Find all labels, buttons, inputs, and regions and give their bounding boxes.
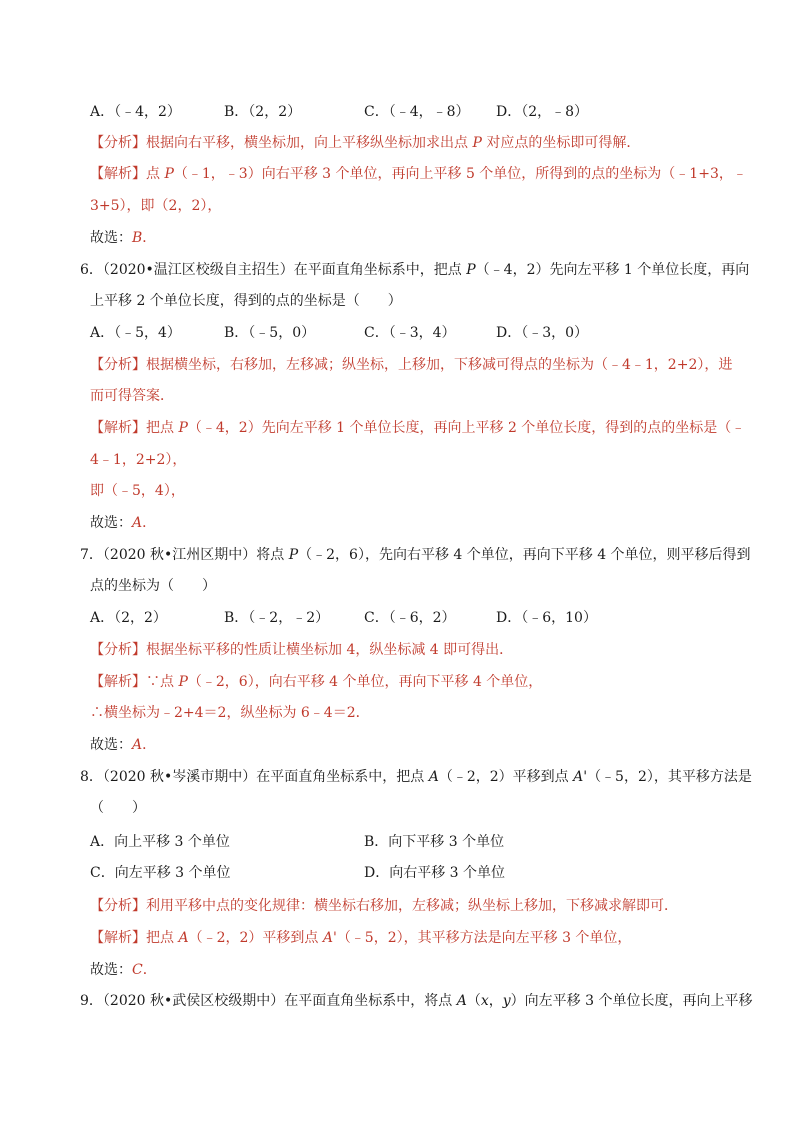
q7-analysis: [90, 640, 513, 660]
solution-text: （﹣1，﹣3）向右平移 3 个单位，再向上平移 5 个单位，所得到的点的坐标为（﹣1+3，﹣: [173, 166, 747, 182]
q8-option-c: C．向左平移 3 个单位: [90, 865, 231, 881]
solution-text: 把点: [146, 420, 179, 436]
stem-text: ，: [488, 993, 503, 1009]
analysis-tag: 【分析】: [90, 898, 146, 914]
analysis-tag: 【分析】: [90, 357, 146, 373]
q5-option-a: A．（﹣4，2）: [90, 104, 181, 120]
variable-x: x: [480, 993, 489, 1009]
q8-stem: [80, 767, 752, 787]
analysis-text: 利用平移中点的变化规律：横坐标右移加，左移减；纵坐标上移加，下移减求解即可．: [146, 898, 678, 914]
point-label: P: [288, 547, 299, 563]
q5-option-b: B．（2，2）: [224, 104, 302, 120]
q8-option-a: A．向上平移 3 个单位: [90, 834, 230, 850]
analysis-text: 根据坐标平移的性质让横坐标加 4，纵坐标减 4 即可得出．: [146, 642, 514, 658]
point-label: A: [428, 769, 439, 785]
stem-text: ）向左平移 3 个单位长度，再向上平移: [510, 993, 753, 1009]
answer-label: 故选：: [90, 230, 132, 246]
q7-solution: [90, 672, 542, 692]
solution-text: （﹣4，2）先向左平移 1 个单位长度，再向上平移 2 个单位长度，得到的点的坐标是（﹣: [187, 420, 746, 436]
answer-choice: A: [132, 515, 143, 531]
q8-option-b: B．向下平移 3 个单位: [364, 834, 505, 850]
stem-text: 8．（2020 秋•岑溪市期中）在平面直角坐标系中，把点: [80, 769, 429, 785]
answer-choice: A: [132, 737, 143, 753]
solution-tag: 【解析】: [90, 674, 146, 690]
q5-solution: [90, 164, 747, 184]
q7-option-d: D．（﹣6，10）: [496, 610, 597, 626]
solution-text: ∵点: [146, 674, 179, 690]
solution-text: 点: [146, 166, 165, 182]
q8-analysis: [90, 896, 678, 916]
q7-option-c: C．（﹣6，2）: [364, 610, 456, 626]
point-label: P: [472, 135, 482, 151]
q6-solution-cont: 4﹣1，2+2），: [90, 452, 187, 468]
q6-option-b: B．（﹣5，0）: [224, 325, 316, 341]
q7-answer: [90, 735, 156, 755]
q6-option-c: C．（﹣3，4）: [364, 325, 456, 341]
point-label: A': [573, 769, 588, 785]
q7-stem-cont: 点的坐标为（ ）: [90, 578, 216, 594]
answer-choice: B: [132, 230, 143, 246]
point-label: A': [322, 930, 337, 946]
q6-answer: [90, 513, 156, 533]
q6-analysis-cont: 而可得答案．: [90, 388, 174, 404]
solution-text: （﹣5，2），其平移方法是向左平移 3 个单位，: [336, 930, 632, 946]
answer-end: ．: [142, 515, 157, 531]
solution-text: （﹣2，2）平移到点: [188, 930, 323, 946]
answer-end: ．: [142, 737, 157, 753]
q7-option-a: A．（2，2）: [90, 610, 167, 626]
q6-stem-cont: 上平移 2 个单位长度，得到的点的坐标是（ ）: [90, 293, 402, 309]
point-label: A: [456, 993, 467, 1009]
point-label: P: [466, 262, 476, 278]
q9-stem: [80, 991, 752, 1011]
q6-solution: [90, 418, 745, 438]
stem-text: （﹣2，2）平移到点: [438, 769, 574, 785]
analysis-text: 对应点的坐标即可得解．: [481, 135, 641, 151]
answer-end: ．: [142, 230, 157, 246]
analysis-tag: 【分析】: [90, 642, 146, 658]
q5-option-d: D．（2，﹣8）: [496, 104, 589, 120]
q7-stem: [80, 545, 751, 565]
q6-stem: [80, 260, 749, 280]
stem-text: （﹣4，2）先向左平移 1 个单位长度，再向: [475, 262, 750, 278]
stem-text: （: [466, 993, 481, 1009]
q7-option-b: B．（﹣2，﹣2）: [224, 610, 330, 626]
stem-text: （﹣5，2），其平移方法是: [587, 769, 752, 785]
point-label: A: [178, 930, 189, 946]
solution-text: （﹣2，6），向右平移 4 个单位，再向下平移 4 个单位，: [187, 674, 543, 690]
stem-text: 6．（2020•温江区校级自主招生）在平面直角坐标系中，把点: [80, 262, 467, 278]
solution-text: 把点: [146, 930, 179, 946]
q8-option-d: D．向右平移 3 个单位: [364, 865, 506, 881]
q6-analysis: [90, 355, 732, 375]
analysis-text: 根据横坐标，右移加，左移减；纵坐标，上移加，下移减可得点的坐标为（﹣4﹣1，2+2），进: [146, 357, 733, 373]
q7-solution-cont: ∴横坐标为﹣2+4＝2，纵坐标为 6﹣4＝2．: [90, 705, 370, 721]
q5-solution-cont: 3+5），即（2，2），: [90, 198, 222, 214]
answer-label: 故选：: [90, 737, 132, 753]
q6-solution-result: 即（﹣5，4），: [90, 483, 185, 499]
solution-tag: 【解析】: [90, 420, 146, 436]
stem-text: （﹣2，6），先向右平移 4 个单位，再向下平移 4 个单位，则平移后得到: [298, 547, 751, 563]
q8-stem-cont: （ ）: [90, 800, 146, 816]
q8-solution: [90, 928, 631, 948]
answer-label: 故选：: [90, 515, 132, 531]
q5-answer: [90, 228, 156, 248]
q6-option-a: A．（﹣5，4）: [90, 325, 181, 341]
point-label: P: [164, 166, 174, 182]
variable-y: y: [502, 993, 511, 1009]
answer-choice: C: [132, 962, 143, 978]
answer-label: 故选：: [90, 962, 132, 978]
q6-option-d: D．（﹣3，0）: [496, 325, 589, 341]
analysis-text: 根据向右平移，横坐标加，向上平移纵坐标加求出点: [146, 135, 473, 151]
stem-text: 9．（2020 秋•武侯区校级期中）在平面直角坐标系中，将点: [80, 993, 457, 1009]
q5-option-c: C．（﹣4，﹣8）: [364, 104, 470, 120]
point-label: P: [178, 674, 188, 690]
q5-analysis: [90, 133, 640, 153]
q8-answer: [90, 960, 157, 980]
solution-tag: 【解析】: [90, 166, 146, 182]
answer-end: ．: [142, 962, 157, 978]
analysis-tag: 【分析】: [90, 135, 146, 151]
point-label: P: [178, 420, 188, 436]
stem-text: 7．（2020 秋•江州区期中）将点: [80, 547, 289, 563]
solution-tag: 【解析】: [90, 930, 146, 946]
